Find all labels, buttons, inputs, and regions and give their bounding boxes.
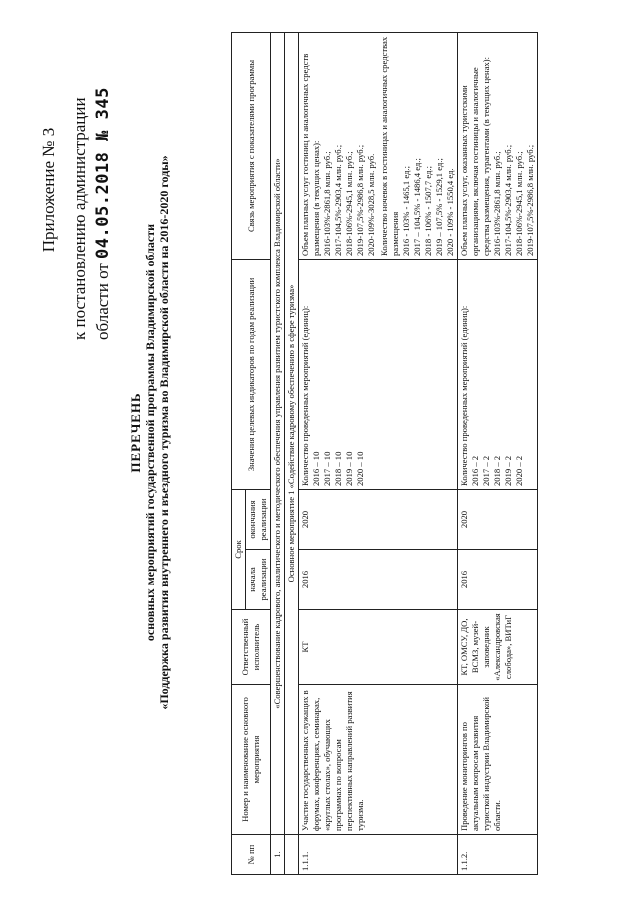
section-row xyxy=(271,32,285,874)
header-term: Срок xyxy=(232,489,246,609)
link-line: 2017 – 104,5% - 1486,4 ед.; xyxy=(412,158,422,256)
row-num: 1.1.2. xyxy=(458,835,538,875)
row-start: 2016 xyxy=(458,550,538,610)
link-line: Объем платных услуг, оказанных туристскими организациями, включая гостиницы и аналогичные средства размещения, турагентами (в текущих ценах): xyxy=(459,57,491,256)
link-line: 2018-106%-2945,1 млн. руб.; xyxy=(514,151,524,256)
header-start: начала реализации xyxy=(246,550,271,610)
link-line: 2019-107,5%-2986,8 млн. руб.; xyxy=(525,144,535,256)
link-line: 2016 - 103% - 1465,1 ед.; xyxy=(401,166,411,256)
header-end: окончания реализации xyxy=(246,489,271,549)
document-heading xyxy=(128,40,172,825)
row-executor: КТ, ОМСУ, ДО, ВСМЗ, музей-заповедник «Александровская слобода», ВИТиГ xyxy=(458,610,538,685)
link-paragraph xyxy=(379,36,456,256)
indicator-line: 2017 – 10 xyxy=(322,451,332,486)
indicator-line: 2016 – 10 xyxy=(311,451,321,486)
indicator-line: 2020 – 10 xyxy=(355,451,365,486)
link-line: 2019 – 107,5% - 1529,1 ед.; xyxy=(434,158,444,256)
link-line: 2016-103%-2861,8 млн. руб.; xyxy=(492,151,502,256)
row-name: Участие государственных служащих в форумах, конференциях, семинарах, «круглых столах», обучающих программах по вопросам перспективных направлений развития туризма. xyxy=(299,685,458,835)
subsection-num-empty xyxy=(285,835,299,875)
link-line: Объем платных услуг гостиниц и аналогичных средств размещения (в текущих ценах): xyxy=(300,53,321,256)
header-indicators: Значения целевых индикаторов по годам реализации xyxy=(232,259,271,489)
link-line: 2018-106%-2945,1 млн. руб.; xyxy=(344,151,354,256)
appendix-line-2-prefix: области от xyxy=(92,258,112,340)
row-end: 2020 xyxy=(299,489,458,549)
link-line: 2017-104,5%-2903,4 млн. руб.; xyxy=(333,144,343,256)
row-executor: КТ xyxy=(299,610,458,685)
link-line: 2016-103%-2861,8 млн. руб.; xyxy=(322,151,332,256)
date-number-stamp: 04.05.2018 № 345 xyxy=(92,87,113,259)
indicator-line: 2016 – 2 xyxy=(470,455,480,486)
section-title: «Совершенствование кадрового, аналитического и методического обеспечения управления развитием туристского комплекса Владимирской области» xyxy=(271,32,285,834)
appendix-line-2 xyxy=(92,40,115,340)
indicator-line: 2017 – 2 xyxy=(481,455,491,486)
row-num: 1.1.1. xyxy=(299,835,458,875)
heading-line-2: «Поддержка развития внутреннего и въездного туризма во Владимирской области на 2016-2020 годы» xyxy=(157,155,172,710)
row-start: 2016 xyxy=(299,550,458,610)
table-row xyxy=(299,32,458,874)
appendix-title: Приложение № 3 xyxy=(39,127,58,253)
indicator-line: 2018 – 2 xyxy=(492,455,502,486)
header-name: Номер и наименование основного мероприятия xyxy=(232,685,271,835)
link-line: 2020 - 109% - 1550,4 ед. xyxy=(445,168,455,256)
indicator-line: 2019 – 2 xyxy=(503,455,513,486)
row-indicators xyxy=(458,259,538,489)
appendix-block xyxy=(38,40,115,340)
link-line: 2020-109%-3028,5 млн. руб. xyxy=(366,153,376,256)
header-row-1 xyxy=(232,32,246,874)
link-paragraph xyxy=(300,36,377,256)
link-line: 2019-107,5%-2986,8 млн. руб.; xyxy=(355,144,365,256)
header-executor: Ответственный исполнитель xyxy=(232,610,271,685)
link-line: 2017-104,5%-2903,4 млн. руб.; xyxy=(503,144,513,256)
indicator-line: 2019 – 10 xyxy=(344,451,354,486)
indicator-line: 2018 – 10 xyxy=(333,451,343,486)
link-paragraph xyxy=(459,36,536,256)
row-indicators xyxy=(299,259,458,489)
row-link xyxy=(299,32,458,259)
subsection-title: Основное мероприятие 1 «Содействие кадровому обеспечению в сфере туризма» xyxy=(285,32,299,834)
section-num: 1. xyxy=(271,835,285,875)
measures-table xyxy=(231,32,538,875)
heading-line-1: основных мероприятий государственной программы Владимирской области xyxy=(143,223,158,642)
indicator-line: Количество проведенных мероприятий (единиц): xyxy=(459,305,469,486)
heading-main: ПЕРЕЧЕНЬ xyxy=(128,392,143,473)
indicator-line: Количество проведенных мероприятий (единиц): xyxy=(300,305,310,486)
row-link xyxy=(458,32,538,259)
header-link: Связь мероприятия с показателями программы xyxy=(232,32,271,259)
link-line: 2018 - 106% - 1507,7 ед.; xyxy=(423,166,433,256)
appendix-line-1: к постановлению администрации xyxy=(69,97,89,340)
subsection-row xyxy=(285,32,299,874)
link-line: Количество ночевок в гостиницах и аналогичных средствах размещения xyxy=(379,36,400,256)
row-end: 2020 xyxy=(458,489,538,549)
indicator-line: 2020 – 2 xyxy=(514,455,524,486)
table-row xyxy=(458,32,538,874)
header-num: № пп xyxy=(232,835,271,875)
row-name: Проведение мониторингов по актуальным вопросам развития туристкой индустрии Владимирской области. xyxy=(458,685,538,835)
